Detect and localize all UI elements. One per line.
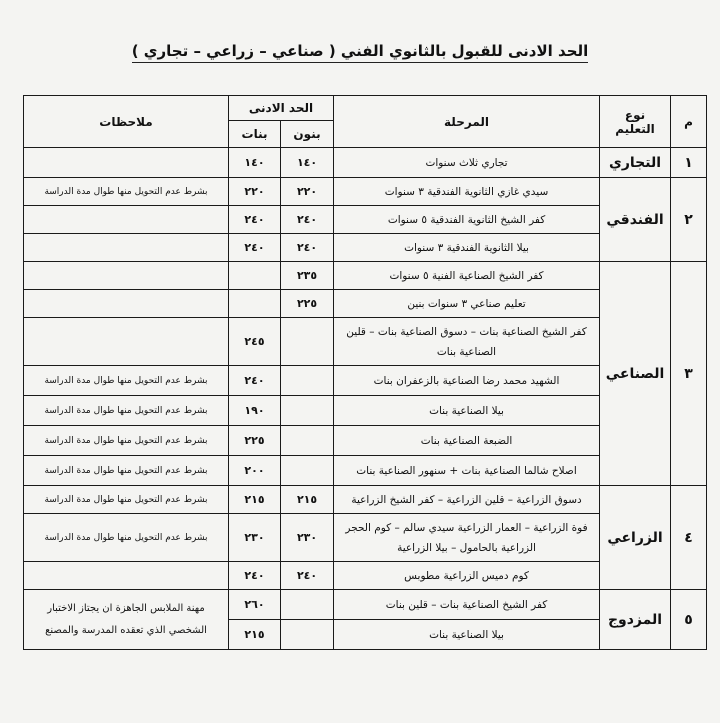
girls-min-cell: ٢٤٠ bbox=[229, 234, 281, 262]
boys-min-cell bbox=[281, 318, 334, 366]
girls-min-cell bbox=[229, 290, 281, 318]
note-cell: بشرط عدم التحويل منها طوال مدة الدراسة bbox=[24, 456, 229, 486]
admission-table bbox=[23, 95, 707, 650]
header-boys: بنون bbox=[281, 121, 334, 148]
boys-min-cell: ٢٢٠ bbox=[281, 178, 334, 206]
header-girls: بنات bbox=[229, 121, 281, 148]
boys-min-cell: ١٤٠ bbox=[281, 148, 334, 178]
boys-min-cell: ٢١٥ bbox=[281, 486, 334, 514]
note-cell: بشرط عدم التحويل منها طوال مدة الدراسة bbox=[24, 178, 229, 206]
boys-min-cell: ٢٤٠ bbox=[281, 234, 334, 262]
boys-min-cell: ٢٤٠ bbox=[281, 206, 334, 234]
note-cell bbox=[24, 262, 229, 290]
girls-min-cell: ٢٢٠ bbox=[229, 178, 281, 206]
boys-min-cell: ٢٣٠ bbox=[281, 514, 334, 562]
boys-min-cell: ٢٣٥ bbox=[281, 262, 334, 290]
header-type: نوع التعليم bbox=[600, 96, 671, 148]
note-cell bbox=[24, 318, 229, 366]
header-min: الحد الادنى bbox=[229, 96, 334, 121]
boys-min-cell bbox=[281, 366, 334, 396]
table-row bbox=[24, 262, 707, 290]
boys-min-cell bbox=[281, 426, 334, 456]
stage-cell: فوة الزراعية – العمار الزراعية سيدي سالم – كوم الحجر الزراعية بالحامول – بيلا الزراعية bbox=[334, 514, 600, 562]
stage-cell: اصلاح شالما الصناعية بنات + سنهور الصناعية بنات bbox=[334, 456, 600, 486]
boys-min-cell: ٢٤٠ bbox=[281, 562, 334, 590]
girls-min-cell: ٢٣٠ bbox=[229, 514, 281, 562]
education-type-cell: التجاري bbox=[600, 148, 671, 178]
note-cell bbox=[24, 148, 229, 178]
note-cell: بشرط عدم التحويل منها طوال مدة الدراسة bbox=[24, 486, 229, 514]
boys-min-cell bbox=[281, 456, 334, 486]
stage-cell: كوم دميس الزراعية مطوبس bbox=[334, 562, 600, 590]
stage-cell: كفر الشيخ الصناعية بنات – قلين بنات bbox=[334, 590, 600, 620]
table-body bbox=[24, 148, 707, 650]
boys-min-cell bbox=[281, 590, 334, 620]
boys-min-cell: ٢٢٥ bbox=[281, 290, 334, 318]
education-type-cell: الفندقي bbox=[600, 178, 671, 262]
stage-cell: بيلا الصناعية بنات bbox=[334, 620, 600, 650]
girls-min-cell: ٢٤٥ bbox=[229, 318, 281, 366]
stage-cell: الشهيد محمد رضا الصناعية بالزعفران بنات bbox=[334, 366, 600, 396]
table-row bbox=[24, 178, 707, 206]
document-title bbox=[120, 42, 600, 60]
stage-cell: كفر الشيخ الصناعية بنات – دسوق الصناعية بنات – قلين الصناعية بنات bbox=[334, 318, 600, 366]
note-cell: بشرط عدم التحويل منها طوال مدة الدراسة bbox=[24, 366, 229, 396]
boys-min-cell bbox=[281, 396, 334, 426]
girls-min-cell: ٢١٥ bbox=[229, 620, 281, 650]
note-cell bbox=[24, 290, 229, 318]
note-cell bbox=[24, 234, 229, 262]
title-text: الحد الادنى للقبول بالثانوي الفني ( صناعي – زراعي – تجاري ) bbox=[132, 42, 589, 63]
group-index-cell: ٥ bbox=[671, 590, 707, 650]
boys-min-cell bbox=[281, 620, 334, 650]
girls-min-cell: ٢٠٠ bbox=[229, 456, 281, 486]
girls-min-cell: ٢١٥ bbox=[229, 486, 281, 514]
stage-cell: كفر الشيخ الثانوية الفندقية ٥ سنوات bbox=[334, 206, 600, 234]
stage-cell: دسوق الزراعية – قلين الزراعية – كفر الشيخ الزراعية bbox=[334, 486, 600, 514]
note-cell: بشرط عدم التحويل منها طوال مدة الدراسة bbox=[24, 426, 229, 456]
stage-cell: سيدي غازي الثانوية الفندقية ٣ سنوات bbox=[334, 178, 600, 206]
group-index-cell: ٤ bbox=[671, 486, 707, 590]
girls-min-cell: ١٩٠ bbox=[229, 396, 281, 426]
stage-cell: تجاري ثلاث سنوات bbox=[334, 148, 600, 178]
girls-min-cell: ٢٦٠ bbox=[229, 590, 281, 620]
stage-cell: بيلا الصناعية بنات bbox=[334, 396, 600, 426]
table-row bbox=[24, 590, 707, 620]
education-type-cell: المزدوج bbox=[600, 590, 671, 650]
girls-min-cell: ٢٤٠ bbox=[229, 206, 281, 234]
girls-min-cell: ٢٤٠ bbox=[229, 366, 281, 396]
girls-min-cell bbox=[229, 262, 281, 290]
stage-cell: بيلا الثانوية الفندقية ٣ سنوات bbox=[334, 234, 600, 262]
group-index-cell: ٢ bbox=[671, 178, 707, 262]
education-type-cell: الزراعي bbox=[600, 486, 671, 590]
group-note-cell: مهنة الملابس الجاهزة ان يجتاز الاختبار الشخصي الذي تعقده المدرسة والمصنع bbox=[24, 590, 229, 650]
table-row bbox=[24, 148, 707, 178]
group-index-cell: ١ bbox=[671, 148, 707, 178]
girls-min-cell: ١٤٠ bbox=[229, 148, 281, 178]
note-cell: بشرط عدم التحويل منها طوال مدة الدراسة bbox=[24, 396, 229, 426]
note-cell: بشرط عدم التحويل منها طوال مدة الدراسة bbox=[24, 514, 229, 562]
header-notes: ملاحظات bbox=[24, 96, 229, 148]
header-stage: المرحلة bbox=[334, 96, 600, 148]
note-cell bbox=[24, 562, 229, 590]
stage-cell: الضبعة الصناعية بنات bbox=[334, 426, 600, 456]
header-index: م bbox=[671, 96, 707, 148]
girls-min-cell: ٢٤٠ bbox=[229, 562, 281, 590]
stage-cell: كفر الشيخ الصناعية الفنية ٥ سنوات bbox=[334, 262, 600, 290]
girls-min-cell: ٢٢٥ bbox=[229, 426, 281, 456]
table-row bbox=[24, 486, 707, 514]
note-cell bbox=[24, 206, 229, 234]
stage-cell: تعليم صناعي ٣ سنوات بنين bbox=[334, 290, 600, 318]
group-index-cell: ٣ bbox=[671, 262, 707, 486]
education-type-cell: الصناعي bbox=[600, 262, 671, 486]
